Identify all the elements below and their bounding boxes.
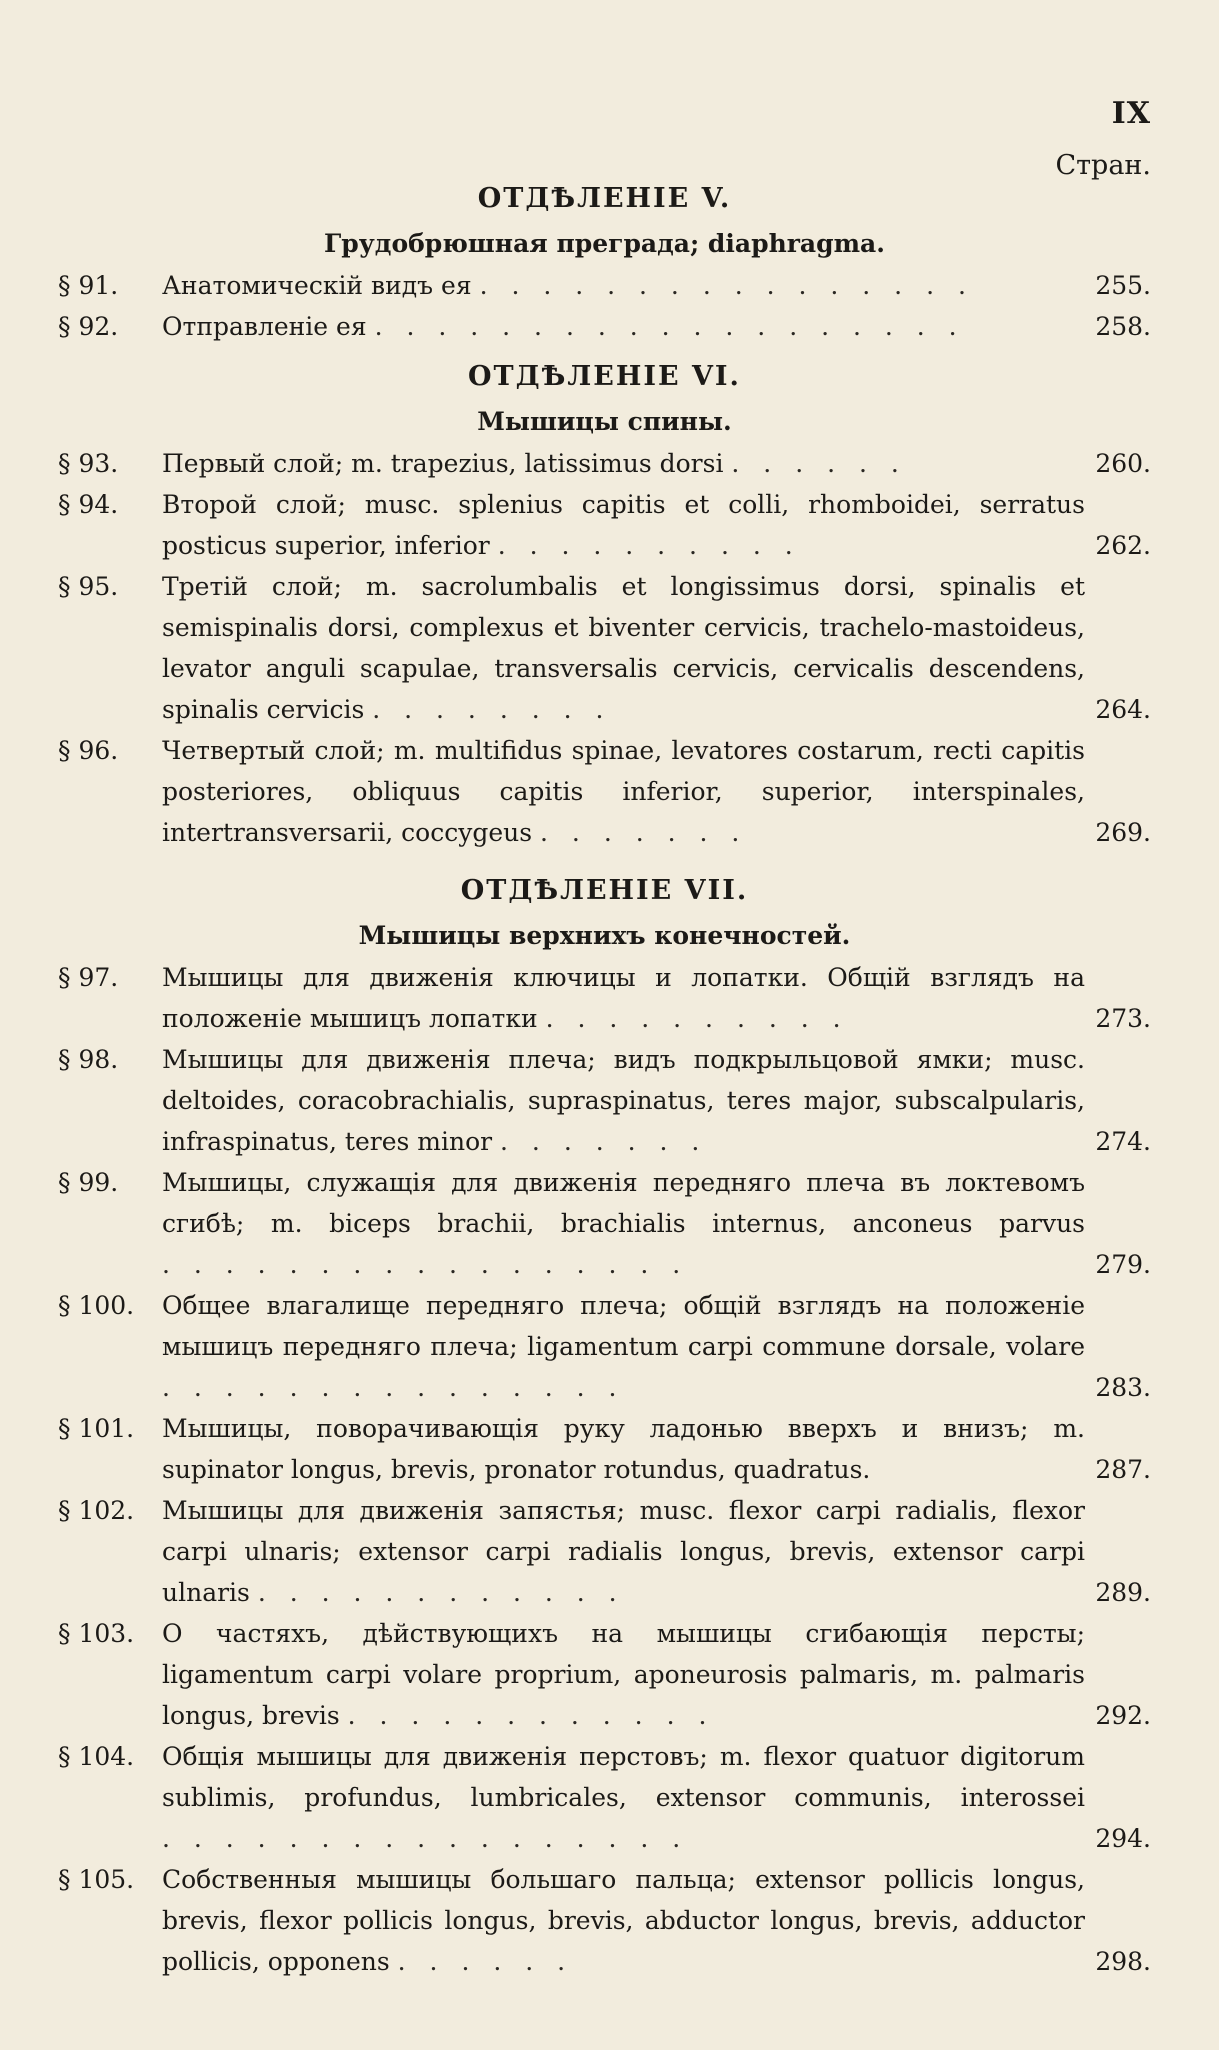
entry-text [162, 443, 1085, 484]
section-subtitle: Мышицы спины. [477, 407, 732, 436]
dot-leader: . . . . . . . . . . . . [257, 1578, 625, 1607]
toc-entry [58, 1859, 1151, 1982]
section-title: ОТДѢЛЕНІЕ VI. [468, 361, 741, 392]
entry-number: § 103. [58, 1619, 135, 1648]
entry-number: § 96. [58, 736, 119, 765]
entry-text [162, 1613, 1085, 1736]
section-vii [58, 867, 1151, 1982]
toc-entry [58, 1285, 1151, 1408]
section-subtitle: Грудобрюшная преграда; diaphragma. [324, 229, 885, 258]
entry-number: § 99. [58, 1168, 119, 1197]
dot-leader: . . . . . . . . . . . . . . . . . [162, 1250, 689, 1279]
entry-text [162, 1859, 1085, 1982]
entry-number: § 98. [58, 1045, 119, 1074]
entry-page: 260. [1095, 449, 1151, 478]
section-subtitle: Мышицы верхнихъ конечностей. [358, 921, 851, 950]
toc-entry [58, 1613, 1151, 1736]
entry-number: § 105. [58, 1865, 135, 1894]
entry-title: Общія мышицы для движенія перстовъ; m. flexor quatuor digitorum sublimis, profundus, lumbricales, extensor communis, interossei [162, 1742, 1085, 1812]
entry-page: 294. [1095, 1824, 1151, 1853]
entry-page: 273. [1095, 1004, 1151, 1033]
entry-page: 258. [1095, 312, 1151, 341]
entry-page: 289. [1095, 1578, 1151, 1607]
dot-leader: . . . . . . . [540, 818, 748, 847]
entry-page: 264. [1095, 695, 1151, 724]
entry-page: 298. [1095, 1947, 1151, 1976]
entry-text [162, 265, 1085, 306]
entry-number: § 101. [58, 1414, 135, 1443]
dot-leader: . . . . . . [731, 449, 907, 478]
toc-entry [58, 306, 1151, 347]
toc-entry [58, 1490, 1151, 1613]
entry-title: Четвертый слой; m. multifidus spinae, levatores costarum, recti capitis posteriores, obliquus capitis inferior, superior, interspinales, intertransversarii, coccygeus [162, 736, 1085, 847]
entry-page: 279. [1095, 1250, 1151, 1279]
page-column-header: Стран. [1055, 150, 1151, 181]
entry-title: Мышицы для движенія плеча; видъ подкрыльцовой ямки; musc. deltoides, coracobrachialis, supraspinatus, teres major, subscalpularis, infraspinatus, teres minor [162, 1045, 1085, 1156]
entry-page: 287. [1095, 1455, 1151, 1484]
entry-text [162, 1736, 1085, 1859]
entry-title: Мышицы, служащія для движенія передняго плеча въ локтевомъ сгибѣ; m. biceps brachii, brachialis internus, anconeus parvus [162, 1168, 1085, 1238]
entry-number: § 92. [58, 312, 119, 341]
entry-title: Мышицы для движенія ключицы и лопатки. Общій взглядъ на положеніе мышицъ лопатки [162, 963, 1085, 1033]
dot-leader: . . . . . . . . . . . . [347, 1701, 715, 1730]
entry-title: Анатомическій видъ ея [162, 271, 472, 300]
section-vi [58, 353, 1151, 853]
toc-entry [58, 443, 1151, 484]
page-number: IX [1111, 96, 1151, 131]
dot-leader: . . . . . . . . [372, 695, 612, 724]
entry-title: Первый слой; m. trapezius, latissimus dorsi [162, 449, 724, 478]
entry-text [162, 730, 1085, 853]
entry-number: § 102. [58, 1496, 135, 1525]
entry-title: Третій слой; m. sacrolumbalis et longissimus dorsi, spinalis et semispinalis dorsi, complexus et biventer cervicis, trachelo-mastoideus, levator anguli scapulae, transversalis cervicis, cervicalis descendens, spinalis cervicis [162, 572, 1085, 724]
entry-title: Мышицы для движенія запястья; musc. flexor carpi radialis, flexor carpi ulnaris; extensor carpi radialis longus, brevis, extensor carpi ulnaris [162, 1496, 1085, 1607]
toc-entry [58, 265, 1151, 306]
toc-entry [58, 566, 1151, 730]
entry-text [162, 1285, 1085, 1408]
entry-text [162, 1039, 1085, 1162]
dot-leader: . . . . . . . . . . . . . . . . [479, 271, 974, 300]
entry-text [162, 1490, 1085, 1613]
entry-text [162, 484, 1085, 566]
entry-text [162, 306, 1085, 347]
entry-number: § 100. [58, 1291, 135, 1320]
entry-title: О частяхъ, дѣйствующихъ на мышицы сгибающія персты; ligamentum carpi volare proprium, aponeurosis palmaris, m. palmaris longus, brevis [162, 1619, 1085, 1730]
dot-leader: . . . . . . . . . . [545, 1004, 849, 1033]
dot-leader: . . . . . . [397, 1947, 574, 1976]
toc-entry [58, 1162, 1151, 1285]
entry-title: Отправленіе ея [162, 312, 367, 341]
section-title: ОТДѢЛЕНІЕ V. [477, 183, 732, 214]
dot-leader: . . . . . . . . . . . . . . . [162, 1373, 625, 1402]
toc-entry [58, 1736, 1151, 1859]
table-of-contents [58, 175, 1151, 1982]
dot-leader: . . . . . . . [500, 1127, 708, 1156]
entry-text [162, 957, 1085, 1039]
dot-leader: . . . . . . . . . . [497, 531, 801, 560]
entry-page: 283. [1095, 1373, 1151, 1402]
section-title: ОТДѢЛЕНІЕ VII. [460, 875, 749, 906]
dot-leader: . . . . . . . . . . . . . . . . . . . [374, 312, 965, 341]
entry-page: 269. [1095, 818, 1151, 847]
entry-page: 292. [1095, 1701, 1151, 1730]
entry-page: 262. [1095, 531, 1151, 560]
entry-page: 274. [1095, 1127, 1151, 1156]
entry-number: § 91. [58, 271, 119, 300]
toc-entry [58, 1408, 1151, 1490]
toc-entry [58, 1039, 1151, 1162]
entry-page: 255. [1095, 271, 1151, 300]
toc-entry [58, 730, 1151, 853]
entry-title: Второй слой; musc. splenius capitis et colli, rhomboidei, serratus posticus superior, inferior [162, 490, 1085, 560]
entry-title: Общее влагалище передняго плеча; общій взглядъ на положеніе мышицъ передняго плеча; ligamentum carpi commune dorsale, volare [162, 1291, 1085, 1361]
entry-title: Собственныя мышицы большаго пальца; extensor pollicis longus, brevis, flexor pollicis longus, brevis, abductor longus, brevis, adductor pollicis, opponens [162, 1865, 1085, 1976]
entry-text [162, 1408, 1085, 1490]
entry-number: § 93. [58, 449, 119, 478]
entry-title: Мышицы, поворачивающія руку ладонью вверхъ и внизъ; m. supinator longus, brevis, pronator rotundus, quadratus. [162, 1414, 1085, 1484]
entry-number: § 94. [58, 490, 119, 519]
section-v [58, 175, 1151, 347]
entry-text [162, 1162, 1085, 1285]
entry-text [162, 566, 1085, 730]
dot-leader: . . . . . . . . . . . . . . . . . [162, 1824, 689, 1853]
entry-number: § 95. [58, 572, 119, 601]
entry-number: § 104. [58, 1742, 135, 1771]
toc-entry [58, 957, 1151, 1039]
toc-entry [58, 484, 1151, 566]
entry-number: § 97. [58, 963, 119, 992]
